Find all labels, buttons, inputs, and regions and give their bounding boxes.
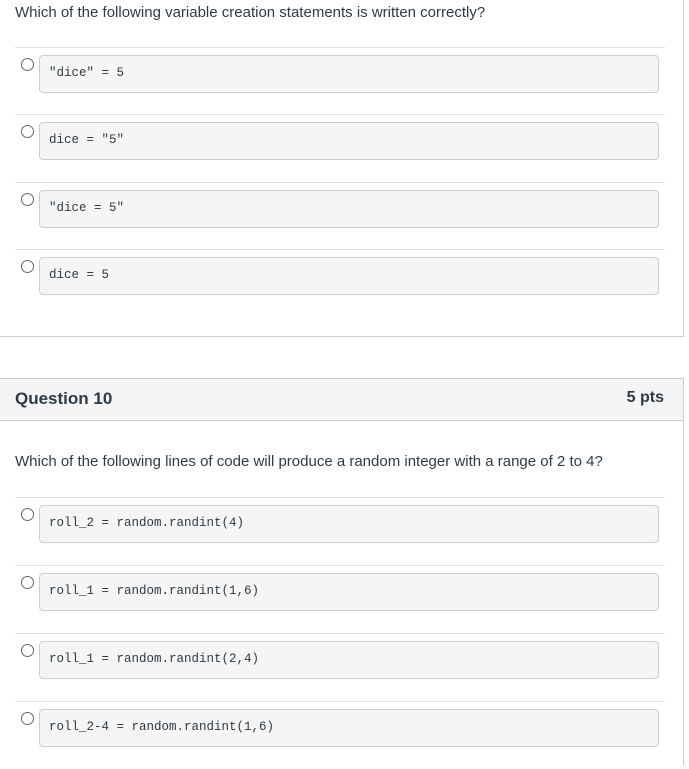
radio-button[interactable] (21, 58, 34, 71)
question-10-card (0, 378, 684, 765)
answer-code: dice = 5 (39, 257, 659, 295)
answer-option[interactable] (15, 47, 665, 115)
question-points: 5 pts (626, 389, 664, 406)
answer-code: roll_1 = random.randint(2,4) (39, 641, 659, 679)
answer-option[interactable] (15, 701, 665, 769)
question-9-text: Which of the following variable creation statements is written correctly? (15, 4, 486, 21)
answer-code: roll_1 = random.randint(1,6) (39, 573, 659, 611)
question-9-card (0, 0, 684, 337)
answer-option[interactable] (15, 182, 665, 250)
radio-button[interactable] (21, 576, 34, 589)
radio-button[interactable] (21, 125, 34, 138)
answer-option[interactable] (15, 565, 665, 633)
radio-button[interactable] (21, 712, 34, 725)
radio-button[interactable] (21, 644, 34, 657)
radio-button[interactable] (21, 260, 34, 273)
question-10-text: Which of the following lines of code will produce a random integer with a range of 2 to 4? (15, 453, 603, 470)
answer-code: "dice" = 5 (39, 55, 659, 93)
answer-code: dice = "5" (39, 122, 659, 160)
answer-code: roll_2-4 = random.randint(1,6) (39, 709, 659, 747)
answer-option[interactable] (15, 249, 665, 317)
answer-option[interactable] (15, 633, 665, 701)
answer-option[interactable] (15, 497, 665, 565)
question-header (0, 379, 683, 421)
answer-option[interactable] (15, 114, 665, 182)
answer-code: "dice = 5" (39, 190, 659, 228)
answer-code: roll_2 = random.randint(4) (39, 505, 659, 543)
radio-button[interactable] (21, 508, 34, 521)
radio-button[interactable] (21, 193, 34, 206)
question-title: Question 10 (15, 389, 113, 408)
